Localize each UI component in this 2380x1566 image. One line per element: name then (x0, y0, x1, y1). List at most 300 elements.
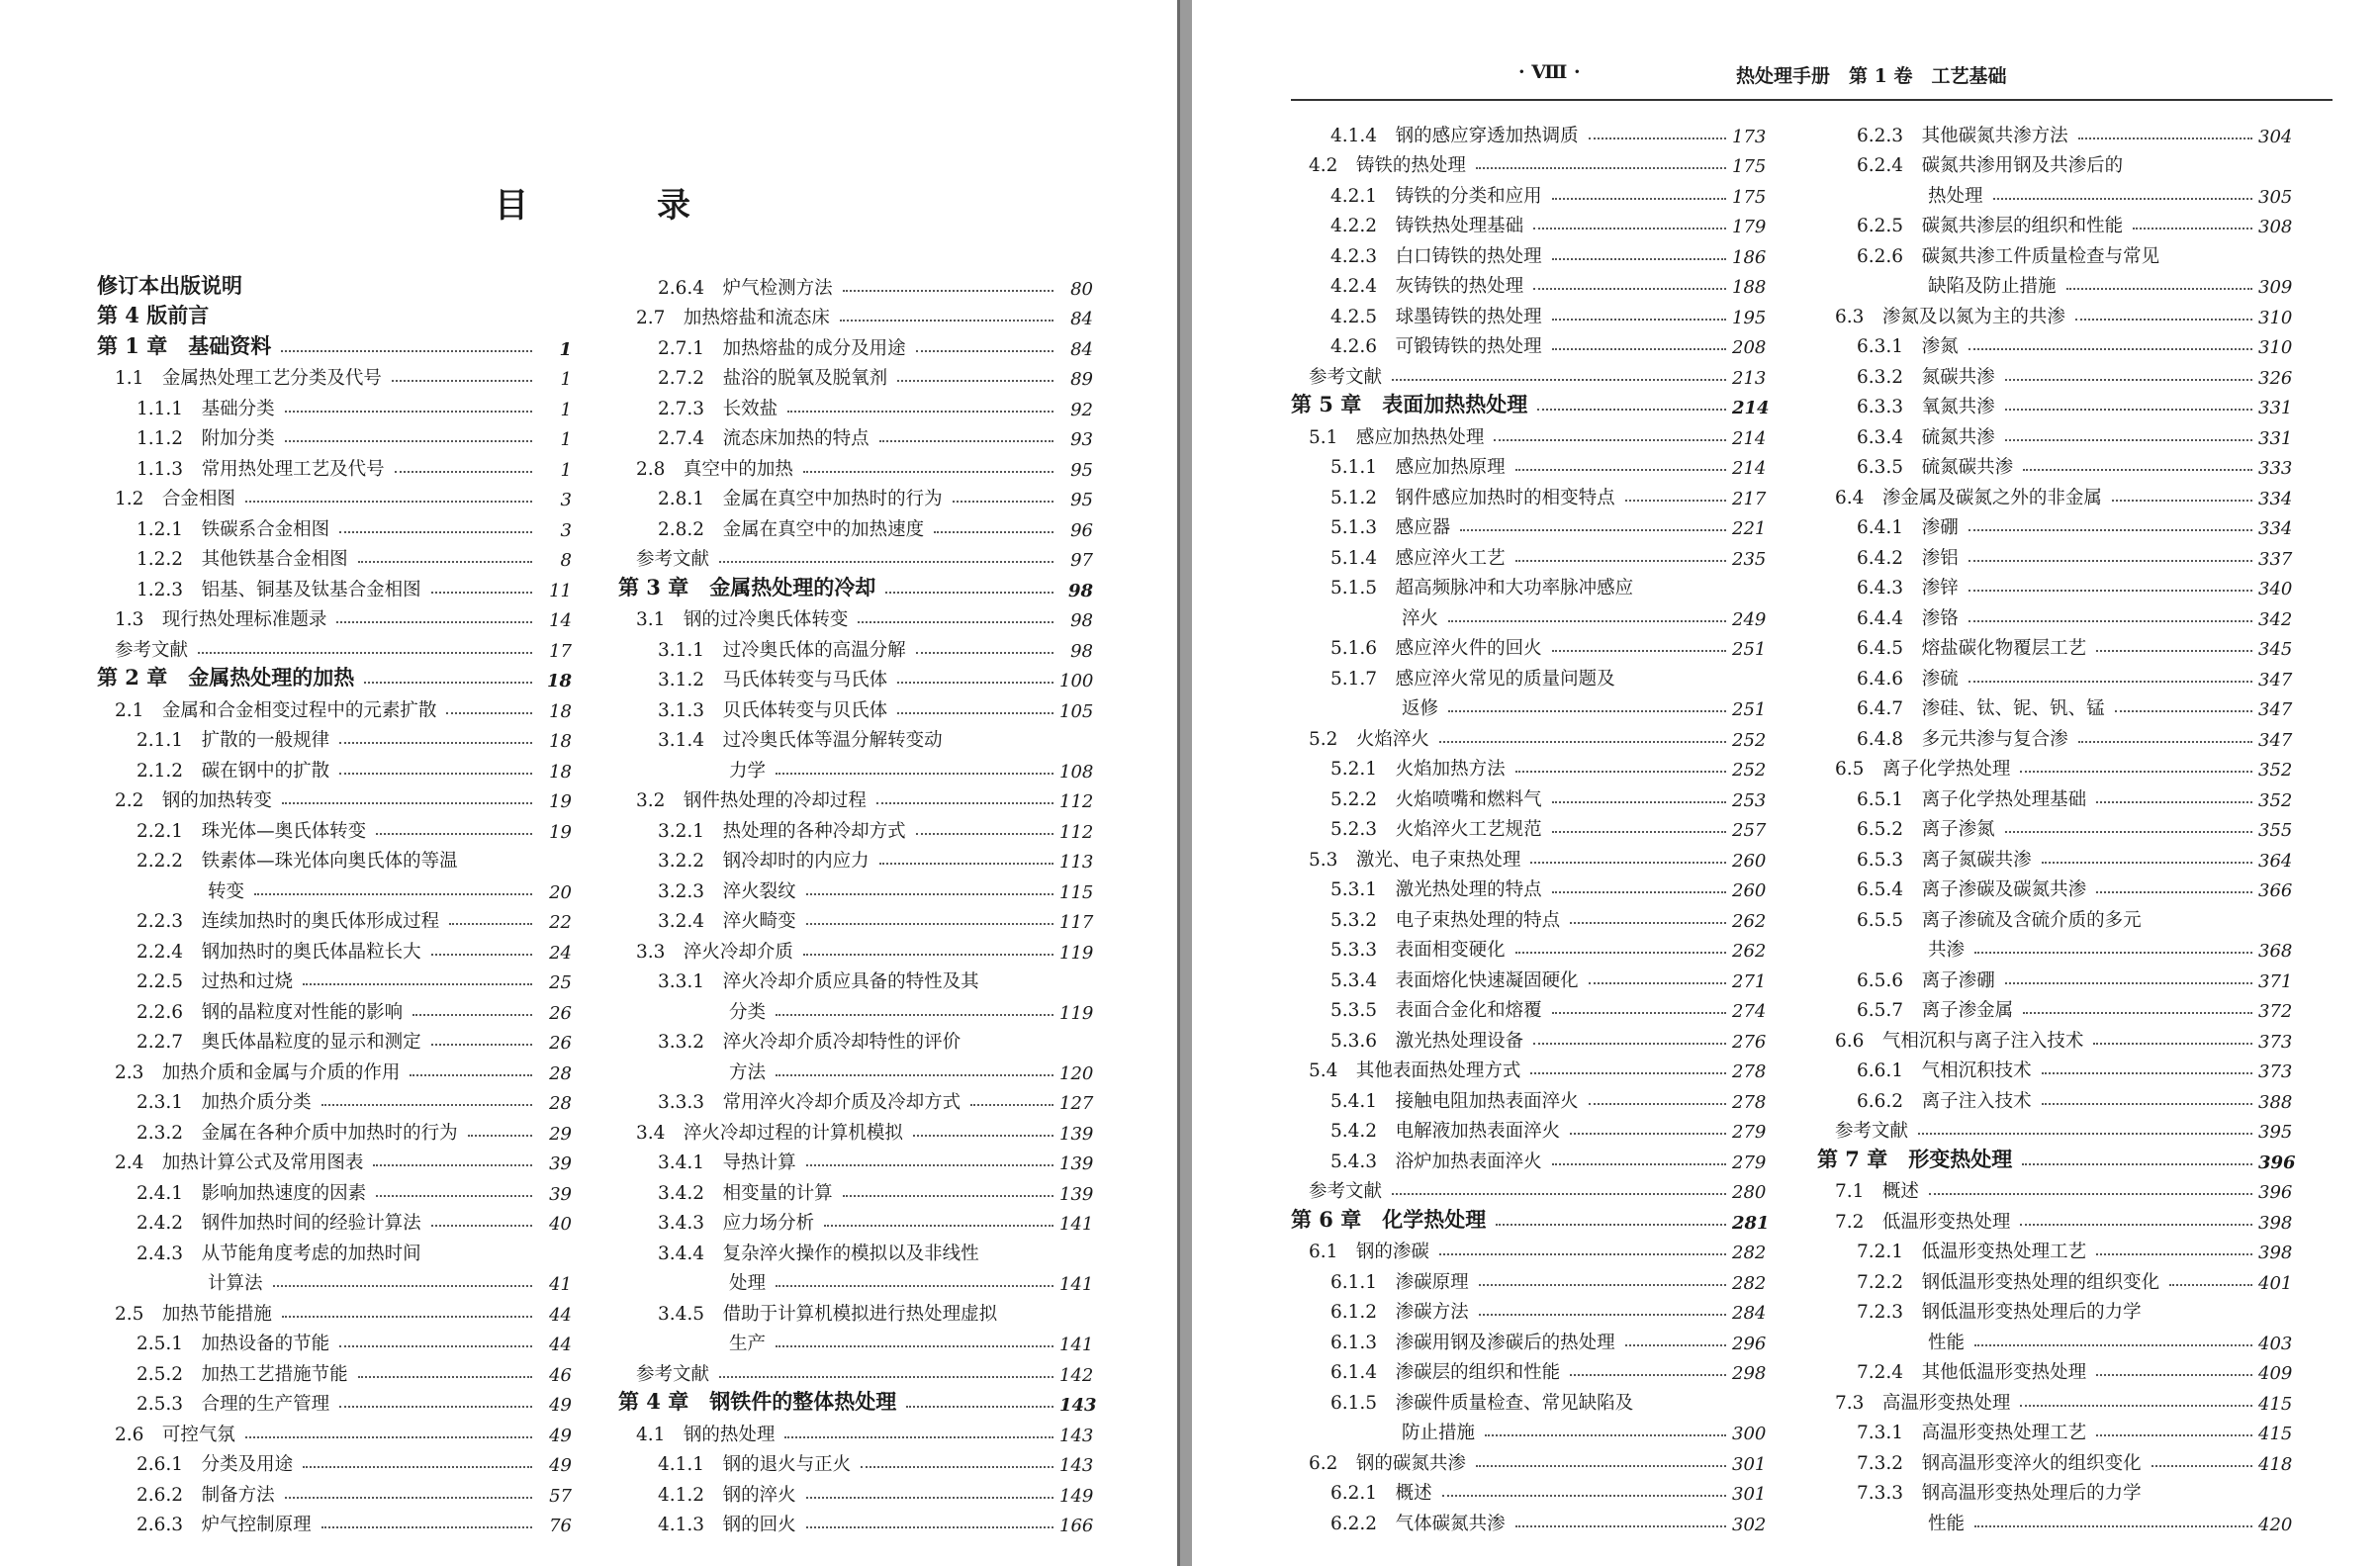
toc-page-number: 95 (1070, 490, 1093, 510)
toc-page-number: 398 (2258, 1243, 2293, 1263)
dot-leader (339, 531, 532, 533)
dot-leader (934, 531, 1053, 533)
page-gutter (1177, 0, 1192, 1566)
toc-page-number: 310 (2258, 337, 2293, 358)
dot-leader (1515, 469, 1726, 471)
toc-entry (1817, 1082, 2292, 1113)
dot-leader (1439, 741, 1726, 743)
dot-leader (1530, 1072, 1726, 1074)
toc-entry-title: 7.3.1 高温形变热处理工艺 (1857, 1423, 2087, 1443)
toc-entry (97, 933, 572, 964)
toc-page-number: 175 (1732, 186, 1767, 208)
toc-page-number: 334 (2258, 518, 2293, 539)
toc-page-number: 337 (2258, 548, 2293, 570)
toc-entry-title: 转变 (208, 880, 245, 902)
toc-page-number: 76 (549, 1516, 572, 1536)
toc-entry-title: 5.3.5 表面合金化和熔覆 (1330, 1000, 1542, 1021)
toc-entry-title: 4.2.5 球墨铸铁的热处理 (1330, 306, 1542, 327)
toc-chapter-entry (1291, 1203, 1770, 1234)
dot-leader (2005, 982, 2252, 984)
toc-entry (97, 873, 572, 903)
toc-entry-title: 4.1 钢的热处理 (636, 1424, 776, 1445)
toc-page-number: 26 (549, 1033, 572, 1054)
toc-entry (97, 691, 572, 722)
toc-column-4 (1817, 117, 2296, 1535)
toc-entry-title: 2.2.3 连续加热时的奥氏体形成过程 (137, 911, 440, 932)
toc-entry (1817, 1294, 2292, 1325)
toc-entry (618, 450, 1093, 481)
toc-page-number: 284 (1732, 1303, 1767, 1324)
toc-entry (97, 1084, 572, 1115)
toc-entry (1817, 691, 2292, 721)
dot-leader (2075, 319, 2252, 321)
toc-entry (1817, 1203, 2292, 1234)
toc-entry (1817, 1415, 2292, 1445)
dot-leader (376, 833, 532, 835)
toc-page-number: 420 (2258, 1514, 2293, 1535)
dot-leader (410, 1074, 532, 1076)
toc-entry (1291, 1082, 1766, 1113)
toc-entry-title: 7.2.2 钢低温形变热处理的组织变化 (1857, 1271, 2160, 1293)
toc-page-number: 141 (1059, 1335, 1094, 1355)
dot-leader (303, 983, 532, 985)
dot-leader (776, 1074, 1053, 1076)
toc-entry (97, 1326, 572, 1356)
toc-entry (1817, 479, 2292, 509)
toc-entry-title: 3.1 钢的过冷奥氏体转变 (636, 609, 849, 630)
toc-entry (97, 450, 572, 481)
toc-page-number: 271 (1732, 970, 1767, 992)
toc-entry (618, 662, 1093, 692)
dot-leader (2020, 1224, 2252, 1226)
toc-entry (97, 1235, 572, 1265)
toc-entry (97, 1174, 572, 1205)
dot-leader (806, 923, 1053, 925)
toc-entry (618, 722, 1093, 753)
dot-leader (1392, 1193, 1726, 1195)
toc-chapter-entry (618, 1386, 1097, 1417)
toc-entry-title: 返修 (1402, 698, 1439, 719)
toc-title (495, 178, 692, 227)
toc-page-number: 253 (1732, 789, 1767, 811)
dot-leader (858, 621, 1053, 623)
toc-entry-title: 6.4.5 熔盐碳化物覆层工艺 (1857, 638, 2087, 659)
toc-entry-title: 6.5 离子化学热处理 (1835, 759, 2011, 780)
toc-page-number: 364 (2258, 850, 2293, 872)
toc-entry (1817, 177, 2292, 208)
toc-entry-title: 2.2.4 钢加热时的奥氏体晶粒长大 (137, 941, 421, 963)
toc-entry (618, 1295, 1093, 1326)
toc-entry-title: 2.6.3 炉气控制原理 (137, 1515, 312, 1535)
toc-entry-title: 6.4.3 渗锌 (1857, 578, 1959, 599)
toc-entry (1291, 1113, 1766, 1144)
toc-page-number: 93 (1070, 429, 1093, 450)
toc-column-2 (618, 269, 1097, 1536)
toc-entry (1817, 1324, 2292, 1354)
toc-entry (1291, 237, 1766, 268)
toc-entry-title: 2.2 钢的加热转变 (115, 790, 272, 811)
toc-entry-title: 2.6.1 分类及用途 (137, 1454, 294, 1475)
toc-entry (1817, 117, 2292, 147)
toc-page-number: 217 (1732, 488, 1767, 509)
dot-leader (1643, 590, 1726, 592)
toc-entry (1291, 117, 1766, 147)
toc-entry-title: 5.3.2 电子束热处理的特点 (1330, 909, 1561, 931)
toc-entry-title: 2.2.7 奥氏体晶粒度的显示和测定 (137, 1032, 421, 1053)
toc-entry-title: 2.4.2 钢件加热时间的经验计算法 (137, 1213, 421, 1234)
toc-entry (97, 360, 572, 391)
toc-page-number: 18 (546, 671, 572, 691)
dot-leader (840, 320, 1053, 322)
toc-page-number: 279 (1732, 1151, 1767, 1173)
dot-leader (1552, 258, 1726, 260)
toc-entry (1817, 418, 2292, 449)
toc-entry-title: 2.4 加热计算公式及常用图表 (115, 1152, 364, 1173)
dot-leader (1552, 198, 1726, 200)
toc-page-number: 347 (2258, 699, 2293, 720)
dot-leader (1570, 1374, 1726, 1376)
dot-leader (916, 652, 1053, 654)
toc-entry (1817, 1354, 2292, 1385)
toc-entry-title: 2.7.2 盐浴的脱氧及脱氧剂 (658, 368, 888, 389)
toc-page-number: 347 (2258, 669, 2293, 691)
toc-entry (97, 1507, 572, 1537)
dot-leader (1552, 801, 1726, 803)
toc-entry (618, 510, 1093, 541)
toc-chapter-entry (1291, 389, 1770, 419)
toc-entry (1291, 1263, 1766, 1294)
dot-leader (2096, 801, 2252, 803)
toc-page-number: 279 (1732, 1122, 1767, 1143)
toc-page-number: 300 (1732, 1424, 1767, 1444)
dot-leader (843, 290, 1053, 292)
toc-entry (1817, 962, 2292, 992)
toc-entry-title: 3.1.3 贝氏体转变与贝氏体 (658, 699, 888, 721)
toc-page-number: 119 (1059, 942, 1094, 964)
toc-chapter-entry (1817, 1143, 2296, 1173)
toc-entry-title: 6.1 钢的渗碳 (1309, 1242, 1429, 1262)
dot-leader (2096, 1253, 2252, 1255)
toc-entry-title: 6.5.2 离子渗氮 (1857, 819, 1995, 840)
toc-entry-title: 1.1.1 基础分类 (137, 398, 275, 419)
toc-entry (97, 1265, 572, 1296)
dot-leader (1485, 1434, 1726, 1436)
dot-leader (245, 1436, 532, 1438)
toc-page-number: 44 (549, 1335, 572, 1355)
toc-entry (1817, 208, 2292, 238)
toc-page-number: 1 (560, 429, 572, 450)
toc-entry (1291, 751, 1766, 782)
dot-leader (431, 1225, 532, 1227)
toc-page-number: 40 (549, 1214, 572, 1235)
toc-entry-title: 5.4.2 电解液加热表面淬火 (1330, 1121, 1561, 1142)
toc-entry-title: 2.2.2 铁素体—珠光体向奥氏体的等温 (137, 851, 458, 872)
dot-leader (339, 1406, 532, 1408)
toc-entry (1291, 298, 1766, 328)
toc-page-number: 415 (2258, 1424, 2293, 1444)
toc-page-number: 415 (2258, 1393, 2293, 1415)
toc-entry-title: 6.1.3 渗碳用钢及渗碳后的热处理 (1330, 1332, 1615, 1353)
dot-leader (2115, 710, 2252, 712)
dot-leader (2020, 1405, 2252, 1407)
toc-entry (1291, 449, 1766, 480)
dot-leader (252, 290, 532, 292)
dot-leader (446, 712, 532, 714)
toc-entry (618, 1174, 1093, 1205)
toc-page-number: 260 (1732, 850, 1767, 872)
toc-page-number: 281 (1732, 1212, 1770, 1234)
toc-entry (618, 812, 1093, 843)
dot-leader (1974, 952, 2252, 954)
toc-entry-title: 7.2.1 低温形变热处理工艺 (1857, 1242, 2087, 1262)
dot-leader (2023, 1012, 2252, 1014)
dot-leader (2005, 831, 2252, 833)
dot-leader (879, 863, 1053, 865)
toc-entry (1291, 720, 1766, 751)
toc-page-number: 17 (549, 640, 572, 662)
toc-entry (97, 1416, 572, 1446)
dot-leader (219, 320, 532, 322)
toc-entry (97, 510, 572, 541)
toc-entry-title: 3.2.1 热处理的各种冷却方式 (658, 820, 906, 842)
toc-entry-title: 第 2 章 金属热处理的加热 (97, 665, 355, 690)
toc-entry (97, 1446, 572, 1477)
page-number: · Ⅷ · (1518, 61, 1581, 83)
toc-entry-title: 6.1.5 渗碳件质量检查、常见缺陷及 (1330, 1392, 1634, 1414)
toc-entry (1817, 358, 2292, 389)
toc-page-number: 92 (1070, 399, 1093, 420)
toc-entry (1291, 1234, 1766, 1264)
toc-entry-title: 第 3 章 金属热处理的冷却 (618, 574, 876, 599)
dot-leader (1496, 1224, 1726, 1226)
dot-leader (1552, 650, 1726, 652)
toc-entry (97, 843, 572, 874)
toc-entry (97, 601, 572, 632)
toc-entry-title: 参考文献 (1835, 1121, 1909, 1142)
toc-page-number: 345 (2258, 639, 2293, 660)
toc-entry-title: 6.2.2 气体碳氮共渗 (1330, 1513, 1506, 1534)
toc-page-number: 249 (1732, 608, 1767, 630)
toc-entry (1291, 1173, 1766, 1204)
toc-entry-title: 第 5 章 表面加热热处理 (1291, 392, 1528, 416)
toc-page-number: 403 (2258, 1333, 2293, 1354)
toc-entry-title: 6.4 渗金属及碳氮之外的非金属 (1835, 487, 2102, 508)
toc-page-number: 1 (560, 369, 572, 390)
toc-page-number: 340 (2258, 579, 2293, 599)
toc-entry-title: 淬火 (1402, 607, 1439, 629)
dot-leader (719, 561, 1053, 563)
toc-entry (1291, 811, 1766, 842)
toc-column-1 (97, 269, 572, 1536)
toc-page-number: 257 (1732, 820, 1767, 841)
toc-page-number: 41 (549, 1274, 572, 1295)
toc-entry (618, 843, 1093, 874)
dot-leader (358, 561, 532, 563)
toc-entry (1291, 479, 1766, 509)
toc-entry (618, 933, 1093, 964)
toc-title-char-1: 目 (495, 186, 530, 226)
toc-entry (1817, 630, 2292, 661)
toc-entry (618, 1326, 1093, 1356)
dot-leader (806, 1497, 1053, 1499)
toc-entry-title: 6.5.4 离子渗碳及碳氮共渗 (1857, 879, 2087, 900)
toc-entry-title: 2.3 加热介质和金属与介质的作用 (115, 1061, 401, 1083)
dot-leader (1552, 1163, 1726, 1165)
dot-leader (1479, 1284, 1726, 1286)
toc-entry (1291, 1505, 1766, 1535)
toc-entry-title: 6.1.2 渗碳方法 (1330, 1302, 1469, 1323)
toc-entry-title: 6.5.3 离子氮碳共渗 (1857, 849, 2032, 871)
toc-entry (618, 390, 1093, 420)
toc-entry (1291, 1294, 1766, 1325)
toc-entry-title: 5.4.3 浴炉加热表面淬火 (1330, 1151, 1542, 1172)
toc-entry (1817, 872, 2292, 902)
toc-entry-title: 2.5 加热节能措施 (115, 1303, 272, 1325)
dot-leader (806, 1164, 1053, 1166)
dot-leader (953, 742, 1053, 744)
toc-entry-title: 1.3 现行热处理标准题录 (115, 609, 327, 630)
toc-entry-title: 2.4.1 影响加热速度的因素 (137, 1182, 367, 1204)
toc-entry (618, 631, 1093, 662)
toc-entry-title: 3.1.2 马氏体转变与马氏体 (658, 670, 888, 691)
toc-chapter-entry (97, 300, 572, 330)
dot-leader (787, 411, 1053, 413)
dot-leader (1007, 1316, 1053, 1318)
toc-entry-title: 6.4.4 渗铬 (1857, 607, 1959, 629)
toc-entry-title: 性能 (1928, 1513, 1966, 1534)
toc-entry-title: 1.2 合金相图 (115, 489, 235, 509)
toc-entry (97, 1205, 572, 1236)
toc-page-number: 22 (549, 912, 572, 933)
dot-leader (916, 350, 1053, 352)
toc-page-number: 418 (2258, 1453, 2293, 1475)
dot-leader (1570, 922, 1726, 924)
toc-entry (1291, 660, 1766, 691)
dot-leader (1968, 681, 2252, 683)
toc-entry (1291, 1384, 1766, 1415)
toc-page-number: 302 (1732, 1514, 1767, 1535)
dot-leader (281, 350, 532, 352)
dot-leader (1929, 1193, 2252, 1195)
toc-page-number: 260 (1732, 880, 1767, 901)
toc-entry (1291, 932, 1766, 963)
toc-page-number: 8 (560, 550, 572, 571)
toc-page-number: 262 (1732, 941, 1767, 962)
toc-entry-title: 1.2.3 铝基、铜基及钛基合金相图 (137, 579, 421, 600)
toc-page-number: 18 (549, 731, 572, 752)
toc-entry-title: 6.4.1 渗硼 (1857, 517, 1959, 538)
dot-leader (803, 954, 1053, 956)
toc-entry-title: 3.3 淬火冷却介质 (636, 941, 793, 963)
toc-entry-title: 4.1.1 钢的退火与正火 (658, 1454, 852, 1475)
dot-leader (1494, 439, 1726, 441)
toc-entry (97, 812, 572, 843)
toc-title-char-2: 录 (657, 186, 692, 226)
toc-entry (1817, 1384, 2292, 1415)
book-title: 热处理手册 第 1 卷 工艺基础 (1736, 65, 2007, 87)
toc-entry (618, 481, 1093, 511)
toc-page-number: 98 (1070, 610, 1093, 631)
toc-entry (618, 541, 1093, 572)
toc-page-number: 1 (559, 338, 572, 360)
toc-entry (1291, 599, 1766, 630)
toc-entry-title: 2.3.1 加热介质分类 (137, 1092, 312, 1113)
toc-entry-title: 4.1.3 钢的回火 (658, 1515, 796, 1535)
toc-page-number: 139 (1059, 1153, 1094, 1174)
toc-entry-title: 处理 (729, 1273, 767, 1294)
toc-page-number: 117 (1059, 912, 1094, 933)
toc-page-number: 373 (2258, 1061, 2293, 1082)
dot-leader (1530, 862, 1726, 864)
toc-page-number: 280 (1732, 1182, 1767, 1203)
toc-entry-title: 5.1.1 感应加热原理 (1330, 457, 1506, 478)
toc-page-number: 80 (1070, 278, 1093, 300)
toc-page-number: 326 (2258, 367, 2293, 389)
dot-leader (285, 411, 532, 413)
dot-leader (1552, 319, 1726, 321)
toc-entry-title: 2.8.2 金属在真空中的加热速度 (658, 518, 925, 540)
toc-entry (1817, 389, 2292, 419)
toc-entry (1817, 1173, 2292, 1204)
toc-entry-title: 2.7.1 加热熔盐的成分及用途 (658, 337, 906, 359)
toc-entry-title: 第 4 版前言 (97, 303, 210, 327)
dot-leader (1589, 982, 1726, 984)
toc-page-number: 84 (1070, 309, 1093, 329)
toc-entry-title: 5.1 感应加热热处理 (1309, 426, 1485, 448)
toc-entry (618, 1114, 1093, 1145)
toc-page-number: 95 (1070, 459, 1093, 481)
dot-leader (1476, 1465, 1726, 1467)
toc-entry-title: 1.2.2 其他铁基合金相图 (137, 549, 348, 570)
toc-page-number: 396 (2258, 1151, 2296, 1173)
toc-entry (97, 903, 572, 934)
toc-entry-title: 6.2.5 碳氮共渗层的组织和性能 (1857, 216, 2124, 236)
dot-leader (1533, 1043, 1726, 1045)
toc-entry-title: 2.7.3 长效盐 (658, 398, 778, 419)
toc-entry (97, 1145, 572, 1175)
toc-page-number: 49 (549, 1395, 572, 1416)
toc-page-number: 355 (2258, 820, 2293, 841)
toc-page-number: 28 (549, 1093, 572, 1114)
toc-entry-title: 5.2 火焰淬火 (1309, 728, 1429, 750)
toc-page-number: 141 (1059, 1274, 1094, 1295)
toc-entry (1291, 208, 1766, 238)
toc-page-number: 214 (1732, 458, 1767, 479)
toc-entry-title: 4.2.3 白口铸铁的热处理 (1330, 245, 1542, 267)
toc-page-number: 214 (1732, 398, 1770, 418)
dot-leader (2096, 891, 2252, 893)
dot-leader (339, 742, 532, 744)
toc-entry-title: 2.7 加热熔盐和流态床 (636, 308, 830, 328)
toc-entry (97, 481, 572, 511)
toc-entry (618, 1476, 1093, 1507)
toc-entry (618, 1084, 1093, 1115)
toc-entry (1817, 720, 2292, 751)
toc-entry (97, 1054, 572, 1084)
toc-entry-title: 2.6.4 炉气检测方法 (658, 277, 833, 299)
toc-entry (1817, 1263, 2292, 1294)
toc-chapter-entry (618, 571, 1093, 601)
toc-page-number: 371 (2258, 970, 2293, 992)
toc-page-number: 301 (1732, 1453, 1767, 1475)
dot-leader (806, 1526, 1053, 1528)
dot-leader (2022, 1163, 2252, 1165)
toc-page-number: 100 (1059, 671, 1094, 691)
dot-leader (803, 471, 1053, 473)
toc-entry-title: 6.3.1 渗氮 (1857, 336, 1959, 357)
toc-page-number: 251 (1732, 639, 1767, 660)
toc-entry (618, 964, 1093, 994)
